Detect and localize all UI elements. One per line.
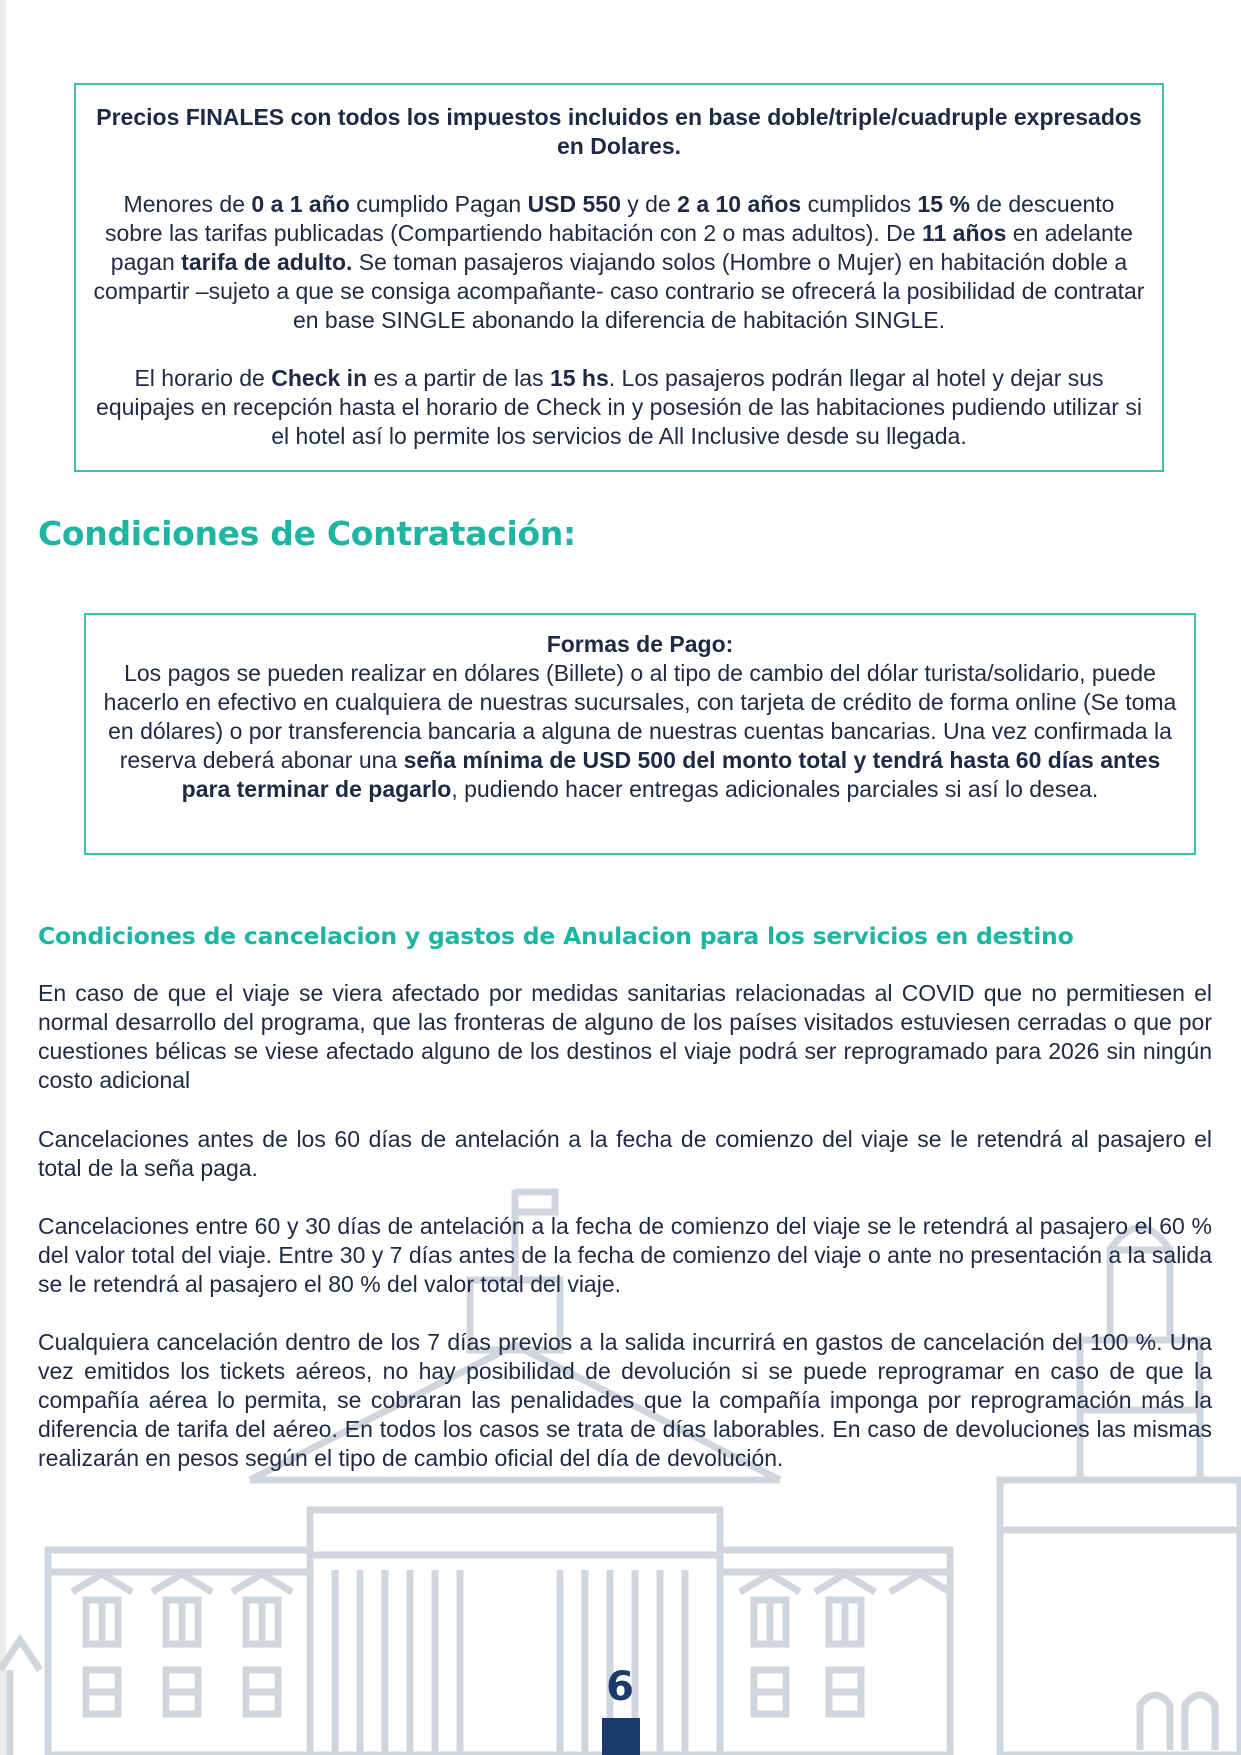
cancellation-60-days-paragraph: Cancelaciones antes de los 60 días de antelación a la fecha de comienzo del viaje se le retendrá al pasajero el total de la seña paga. <box>38 1126 1212 1181</box>
cancellation-heading: Condiciones de cancelacion y gastos de Anulacion para los servicios en destino <box>38 922 1074 950</box>
page-number: 6 <box>606 1664 634 1710</box>
conditions-heading: Condiciones de Contratación: <box>38 514 576 553</box>
payment-text: Los pagos se pueden realizar en dólares (Billete) o al tipo de cambio del dólar turista/solidario, puede hacerlo en efectivo en cualquiera de nuestras sucursales, con tarjeta de crédito de forma online (Se toma en dólares) o por transferencia bancaria a alguna de nuestras cuentas bancarias. Una vez confirmada la reserva deberá abonar una seña mínima de USD 500 del monto total y tendrá hasta 60 días antes para terminar de pagarlo, pudiendo hacer entregas adicionales parciales si así lo desea. <box>103 660 1177 802</box>
minors-policy-text: Menores de 0 a 1 año cumplido Pagan USD 550 y de 2 a 10 años cumplidos 15 % de descuento sobre las tarifas publicadas (Compartiendo habitación con 2 o mas adultos). De 11 años en adelante pagan tarifa de adulto. Se toman pasajeros viajando solos (Hombre o Mujer) en habitación doble a compartir –sujeto a que se consiga acompañante- caso contrario se ofrecerá la posibilidad de contratar en base SINGLE abonando la diferencia de habitación SINGLE. <box>93 191 1145 333</box>
payment-info-box <box>84 613 1196 855</box>
payment-title: Formas de Pago: <box>546 631 734 657</box>
cancellation-covid-paragraph: En caso de que el viaje se viera afectado por medidas sanitarias relacionadas al COVID que no permitiesen el normal desarrollo del programa, que las fronteras de alguno de los países visitados estuviesen cerradas o que por cuestiones bélicas se viese afectado alguno de los destinos el viaje podrá ser reprogramado para 2026 sin ningún costo adicional <box>38 980 1212 1093</box>
checkin-policy-text: El horario de Check in es a partir de las 15 hs. Los pasajeros podrán llegar al hotel y dejar sus equipajes en recepción hasta el horario de Check in y posesión de las habitaciones pudiendo utilizar si el hotel así lo permite los servicios de All Inclusive desde su llegada. <box>96 365 1142 449</box>
cancellation-60-30-days-paragraph: Cancelaciones entre 60 y 30 días de antelación a la fecha de comienzo del viaje se le retendrá al pasajero el 60 % del valor total del viaje. Entre 30 y 7 días antes de la fecha de comienzo del viaje o ante no presentación a la salida se le retendrá al pasajero el 80 % del valor total del viaje. <box>38 1213 1212 1297</box>
cancellation-7-days-paragraph: Cualquiera cancelación dentro de los 7 días previos a la salida incurrirá en gastos de cancelación del 100 %. Una vez emitidos los tickets aéreos, no hay posibilidad de devolución si se puede reprogramar en caso de que la compañía aérea lo permita, se cobraran las penalidades que la compañía imponga por reprogramación más la diferencia de tarifa del aéreo. En todos los casos se trata de días laborables. En caso de devoluciones las mismas realizarán en pesos según el tipo de cambio oficial del día de devolución. <box>38 1329 1212 1471</box>
prices-info-box <box>74 83 1164 472</box>
prices-title: Precios FINALES con todos los impuestos incluidos en base doble/triple/cuadruple expresados en Dolares. <box>96 104 1142 159</box>
page-number-tab <box>602 1718 640 1755</box>
